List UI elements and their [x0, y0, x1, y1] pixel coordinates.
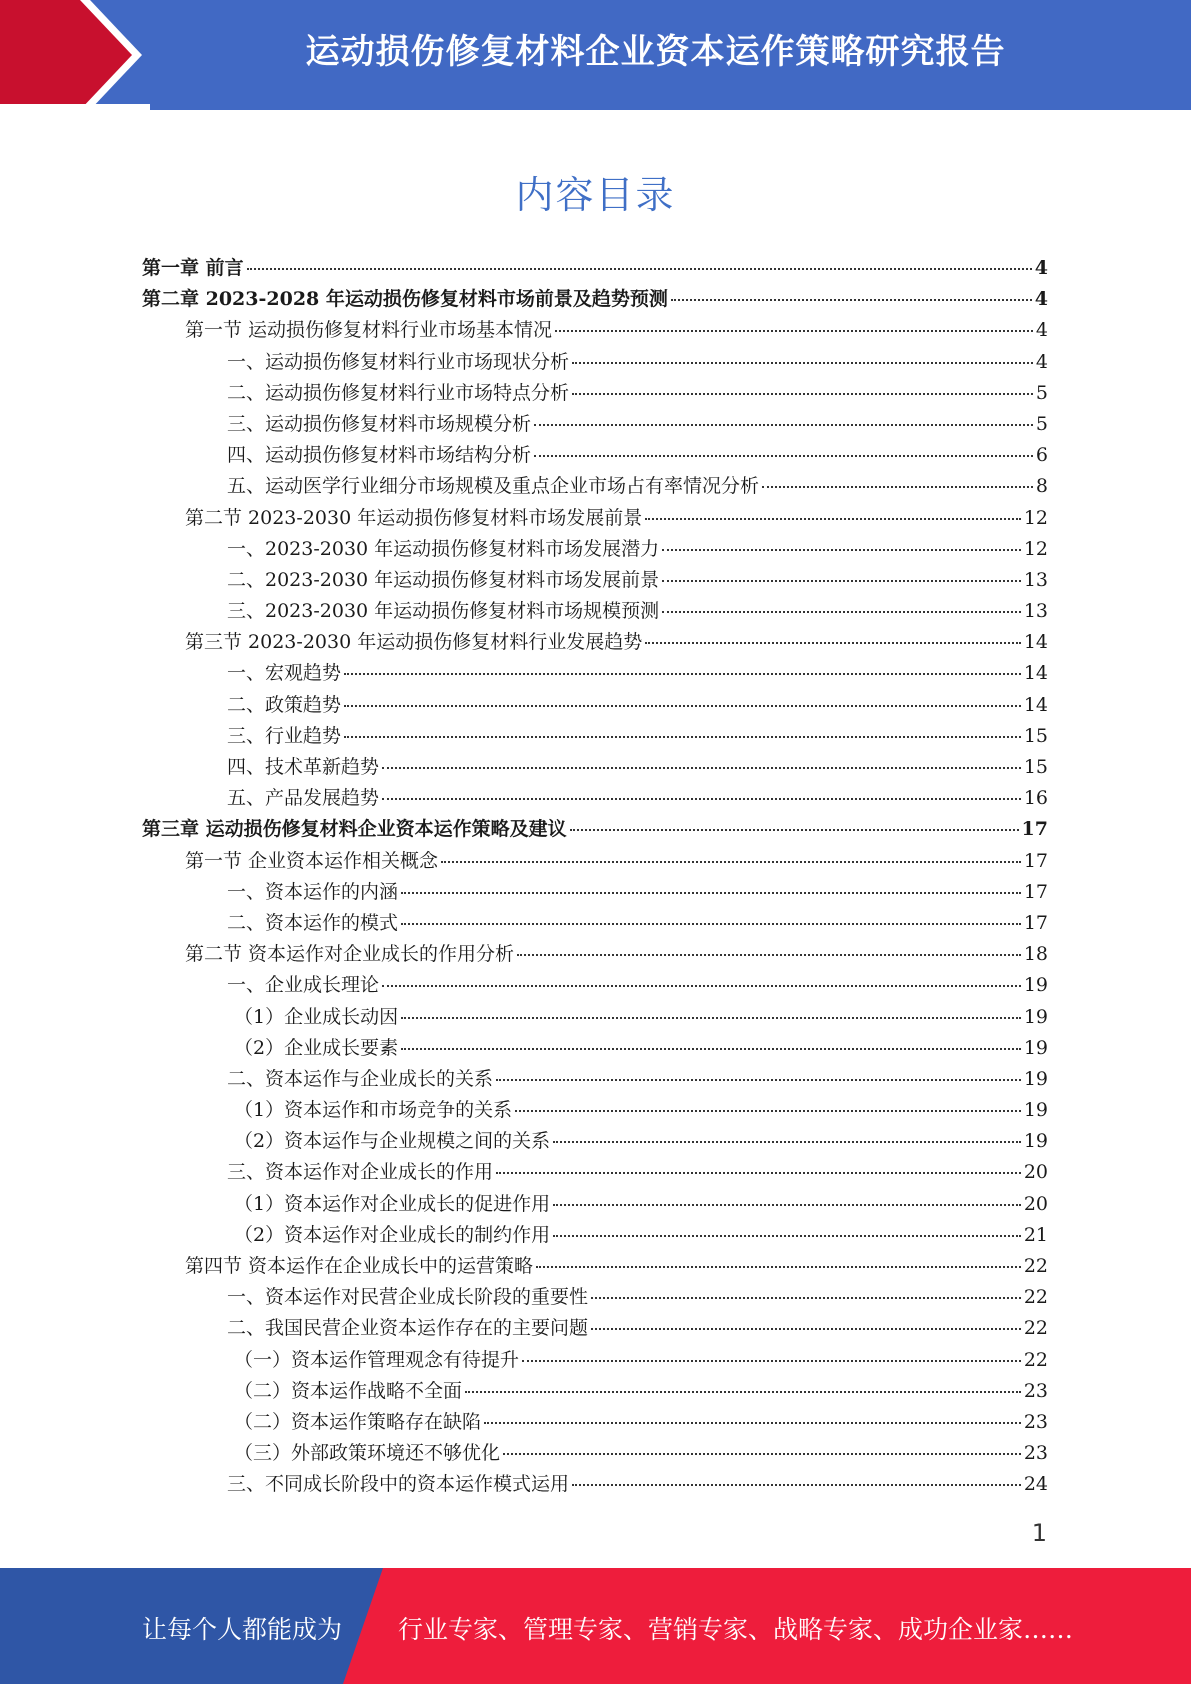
toc-entry[interactable]: [142, 1220, 1048, 1251]
dot-leader: [441, 861, 1021, 863]
toc-entry[interactable]: [142, 752, 1048, 783]
toc-entry-title: 二、我国民营企业资本运作存在的主要问题: [227, 1317, 589, 1340]
toc-entry[interactable]: [142, 627, 1048, 658]
toc-entry[interactable]: [142, 1407, 1048, 1438]
toc-entry[interactable]: [142, 1002, 1048, 1033]
toc-entry-page: 23: [1023, 1379, 1048, 1402]
toc-entry[interactable]: [142, 690, 1048, 721]
toc-entry[interactable]: [142, 1469, 1048, 1500]
dot-leader: [662, 611, 1021, 613]
dot-leader: [534, 424, 1033, 426]
toc-entry[interactable]: [142, 1189, 1048, 1220]
dot-leader: [591, 1328, 1021, 1330]
toc-entry[interactable]: [142, 814, 1048, 845]
toc-entry-page: 16: [1023, 787, 1048, 810]
dot-leader: [534, 455, 1033, 457]
toc-entry-title: 一、宏观趋势: [227, 662, 342, 685]
dot-leader: [344, 705, 1021, 707]
dot-leader: [572, 393, 1033, 395]
dot-leader: [645, 642, 1021, 644]
toc-entry-title: 一、运动损伤修复材料行业市场现状分析: [227, 350, 570, 373]
toc-entry-page: 17: [1021, 818, 1048, 841]
dot-leader: [762, 486, 1033, 488]
toc-entry[interactable]: [142, 409, 1048, 440]
toc-entry-title: 二、运动损伤修复材料行业市场特点分析: [227, 381, 570, 404]
toc-entry-page: 22: [1023, 1255, 1048, 1277]
toc-entry-title: 三、行业趋势: [227, 724, 342, 747]
dot-leader: [344, 736, 1021, 738]
dot-leader: [553, 1204, 1021, 1206]
toc-entry[interactable]: [142, 1438, 1048, 1469]
toc-entry[interactable]: [142, 1251, 1048, 1282]
toc-entry[interactable]: [142, 846, 1048, 877]
footer-slogan-left: 让每个人都能成为: [142, 1615, 343, 1644]
toc-entry[interactable]: [142, 596, 1048, 627]
toc-entry-page: 22: [1023, 1348, 1048, 1371]
toc-entry[interactable]: [142, 1376, 1048, 1407]
toc-entry[interactable]: [142, 1095, 1048, 1126]
dot-leader: [401, 1048, 1021, 1050]
toc-entry-title: 第一章 前言: [142, 257, 244, 279]
toc-entry-title: （1）资本运作和市场竞争的关系: [234, 1099, 513, 1122]
dot-leader: [553, 1235, 1021, 1237]
toc-entry-title: （一）资本运作管理观念有待提升: [234, 1348, 520, 1371]
toc-entry-page: 15: [1023, 756, 1048, 778]
toc-entry[interactable]: [142, 440, 1048, 471]
toc-entry-title: 三、资本运作对企业成长的作用: [227, 1161, 494, 1184]
toc-entry-page: 24: [1023, 1473, 1048, 1496]
toc-entry-title: 二、2023-2030 年运动损伤修复材料市场发展前景: [227, 568, 660, 591]
dot-leader: [503, 1453, 1021, 1455]
dot-leader: [496, 1079, 1021, 1081]
footer-slogan-right: 行业专家、管理专家、营销专家、战略专家、成功企业家……: [398, 1615, 1074, 1644]
toc-entry-title: 五、运动医学行业细分市场规模及重点企业市场占有率情况分析: [227, 475, 760, 498]
dot-leader: [484, 1422, 1021, 1424]
toc-entry-title: 二、资本运作与企业成长的关系: [227, 1067, 494, 1090]
toc-entry-title: 第二章 2023-2028 年运动损伤修复材料市场前景及趋势预测: [142, 288, 668, 311]
toc-entry-page: 12: [1023, 537, 1048, 560]
toc-entry[interactable]: [142, 315, 1048, 346]
toc-entry-page: 22: [1023, 1317, 1048, 1340]
toc-entry-page: 4: [1034, 288, 1048, 311]
toc-entry[interactable]: [142, 1313, 1048, 1344]
dot-leader: [382, 985, 1021, 987]
toc-entry-page: 8: [1035, 475, 1048, 498]
toc-entry-page: 5: [1035, 381, 1048, 404]
red-chevron-icon: [0, 0, 150, 110]
toc-entry[interactable]: [142, 534, 1048, 565]
toc-entry-page: 23: [1023, 1442, 1048, 1465]
dot-leader: [645, 518, 1021, 520]
table-of-contents: [142, 253, 1048, 1501]
dot-leader: [382, 767, 1021, 769]
toc-entry-page: 20: [1023, 1192, 1048, 1215]
toc-entry[interactable]: [142, 721, 1048, 752]
toc-entry-page: 5: [1035, 412, 1048, 435]
dot-leader: [572, 1484, 1021, 1486]
dot-leader: [247, 268, 1032, 270]
toc-entry[interactable]: [142, 503, 1048, 534]
toc-entry-title: 四、运动损伤修复材料市场结构分析: [227, 444, 532, 467]
dot-leader: [515, 1110, 1021, 1112]
toc-entry-title: （二）资本运作策略存在缺陷: [234, 1410, 482, 1433]
toc-entry-page: 17: [1023, 880, 1048, 903]
toc-entry-page: 19: [1023, 1067, 1048, 1090]
toc-entry-title: 五、产品发展趋势: [227, 787, 380, 810]
toc-entry-page: 19: [1023, 1005, 1048, 1028]
toc-entry[interactable]: [142, 970, 1048, 1001]
toc-entry-page: 23: [1023, 1410, 1048, 1433]
dot-leader: [401, 892, 1021, 894]
toc-entry[interactable]: [142, 471, 1048, 502]
toc-entry-title: 一、企业成长理论: [227, 974, 380, 997]
toc-entry-title: 二、政策趋势: [227, 693, 342, 716]
toc-entry-title: 一、资本运作的内涵: [227, 880, 399, 903]
toc-entry-page: 13: [1023, 600, 1048, 623]
dot-leader: [382, 798, 1021, 800]
dot-leader: [344, 673, 1021, 675]
toc-entry-page: 17: [1023, 911, 1048, 934]
toc-entry[interactable]: [142, 347, 1048, 378]
toc-entry[interactable]: [142, 939, 1048, 970]
toc-entry-page: 19: [1023, 1130, 1048, 1153]
toc-entry-title: 一、资本运作对民营企业成长阶段的重要性: [227, 1286, 589, 1309]
toc-entry-title: 三、不同成长阶段中的资本运作模式运用: [227, 1473, 570, 1496]
toc-entry[interactable]: [142, 658, 1048, 689]
toc-entry-title: 第一节 企业资本运作相关概念: [185, 849, 439, 872]
toc-entry-page: 18: [1023, 943, 1048, 966]
toc-entry-title: （二）资本运作战略不全面: [234, 1379, 463, 1402]
toc-entry[interactable]: [142, 1033, 1048, 1064]
dot-leader: [555, 330, 1033, 332]
footer-banner: [0, 1568, 1191, 1684]
toc-entry-title: （三）外部政策环境还不够优化: [234, 1442, 501, 1465]
toc-entry-page: 15: [1023, 724, 1048, 747]
toc-entry[interactable]: [142, 1282, 1048, 1313]
toc-entry-title: （1）企业成长动因: [234, 1005, 399, 1028]
toc-entry-page: 20: [1023, 1161, 1048, 1184]
toc-entry-page: 13: [1023, 568, 1048, 591]
toc-entry[interactable]: [142, 565, 1048, 596]
toc-entry-page: 17: [1023, 849, 1048, 872]
dot-leader: [553, 1141, 1021, 1143]
toc-entry-title: 三、运动损伤修复材料市场规模分析: [227, 412, 532, 435]
toc-entry-title: 第二节 2023-2030 年运动损伤修复材料市场发展前景: [185, 506, 643, 529]
toc-entry[interactable]: [142, 1157, 1048, 1188]
toc-entry-page: 21: [1023, 1223, 1048, 1246]
dot-leader: [671, 299, 1032, 301]
dot-leader: [572, 362, 1033, 364]
toc-entry-title: 一、2023-2030 年运动损伤修复材料市场发展潜力: [227, 537, 660, 560]
dot-leader: [662, 580, 1021, 582]
toc-entry-title: 第三章 运动损伤修复材料企业资本运作策略及建议: [142, 818, 567, 841]
toc-entry[interactable]: [142, 378, 1048, 409]
dot-leader: [591, 1297, 1021, 1299]
toc-entry-page: 4: [1035, 319, 1048, 342]
dot-leader: [536, 1266, 1021, 1268]
toc-entry-page: 4: [1034, 257, 1048, 279]
dot-leader: [570, 829, 1019, 831]
toc-entry-title: （2）资本运作对企业成长的制约作用: [234, 1223, 551, 1246]
dot-leader: [401, 1017, 1021, 1019]
dot-leader: [496, 1172, 1021, 1174]
dot-leader: [662, 549, 1021, 551]
toc-entry-title: （2）企业成长要素: [234, 1036, 399, 1059]
toc-entry[interactable]: [142, 1064, 1048, 1095]
toc-entry[interactable]: [142, 877, 1048, 908]
toc-entry-title: （2）资本运作与企业规模之间的关系: [234, 1130, 551, 1153]
toc-entry[interactable]: [142, 1345, 1048, 1376]
toc-entry[interactable]: [142, 908, 1048, 939]
toc-entry-page: 14: [1023, 631, 1048, 654]
toc-entry-title: 第四节 资本运作在企业成长中的运营策略: [185, 1255, 534, 1277]
toc-entry-page: 19: [1023, 974, 1048, 997]
toc-entry-page: 19: [1023, 1099, 1048, 1122]
toc-entry-page: 22: [1023, 1286, 1048, 1309]
toc-entry-page: 12: [1023, 506, 1048, 529]
toc-entry-page: 14: [1023, 662, 1048, 685]
toc-entry[interactable]: [142, 284, 1048, 315]
toc-entry-page: 4: [1035, 350, 1048, 373]
toc-entry-title: 二、资本运作的模式: [227, 911, 399, 934]
dot-leader: [522, 1360, 1021, 1362]
toc-entry-page: 19: [1023, 1036, 1048, 1059]
toc-entry-title: 第三节 2023-2030 年运动损伤修复材料行业发展趋势: [185, 631, 643, 654]
dot-leader: [465, 1391, 1021, 1393]
page-number: 1: [1031, 1519, 1047, 1547]
toc-entry[interactable]: [142, 1126, 1048, 1157]
toc-entry-title: （1）资本运作对企业成长的促进作用: [234, 1192, 551, 1215]
toc-entry-title: 四、技术革新趋势: [227, 756, 380, 778]
dot-leader: [401, 923, 1021, 925]
toc-heading: 内容目录: [515, 173, 676, 217]
header-banner: [0, 0, 1191, 110]
dot-leader: [517, 954, 1021, 956]
toc-entry[interactable]: [142, 253, 1048, 284]
toc-entry-page: 14: [1023, 693, 1048, 716]
toc-entry-page: 6: [1035, 444, 1048, 467]
toc-entry-title: 第一节 运动损伤修复材料行业市场基本情况: [185, 319, 553, 342]
toc-entry[interactable]: [142, 783, 1048, 814]
report-title: 运动损伤修复材料企业资本运作策略研究报告: [305, 32, 1006, 72]
toc-entry-title: 三、2023-2030 年运动损伤修复材料市场规模预测: [227, 600, 660, 623]
toc-entry-title: 第二节 资本运作对企业成长的作用分析: [185, 943, 515, 966]
